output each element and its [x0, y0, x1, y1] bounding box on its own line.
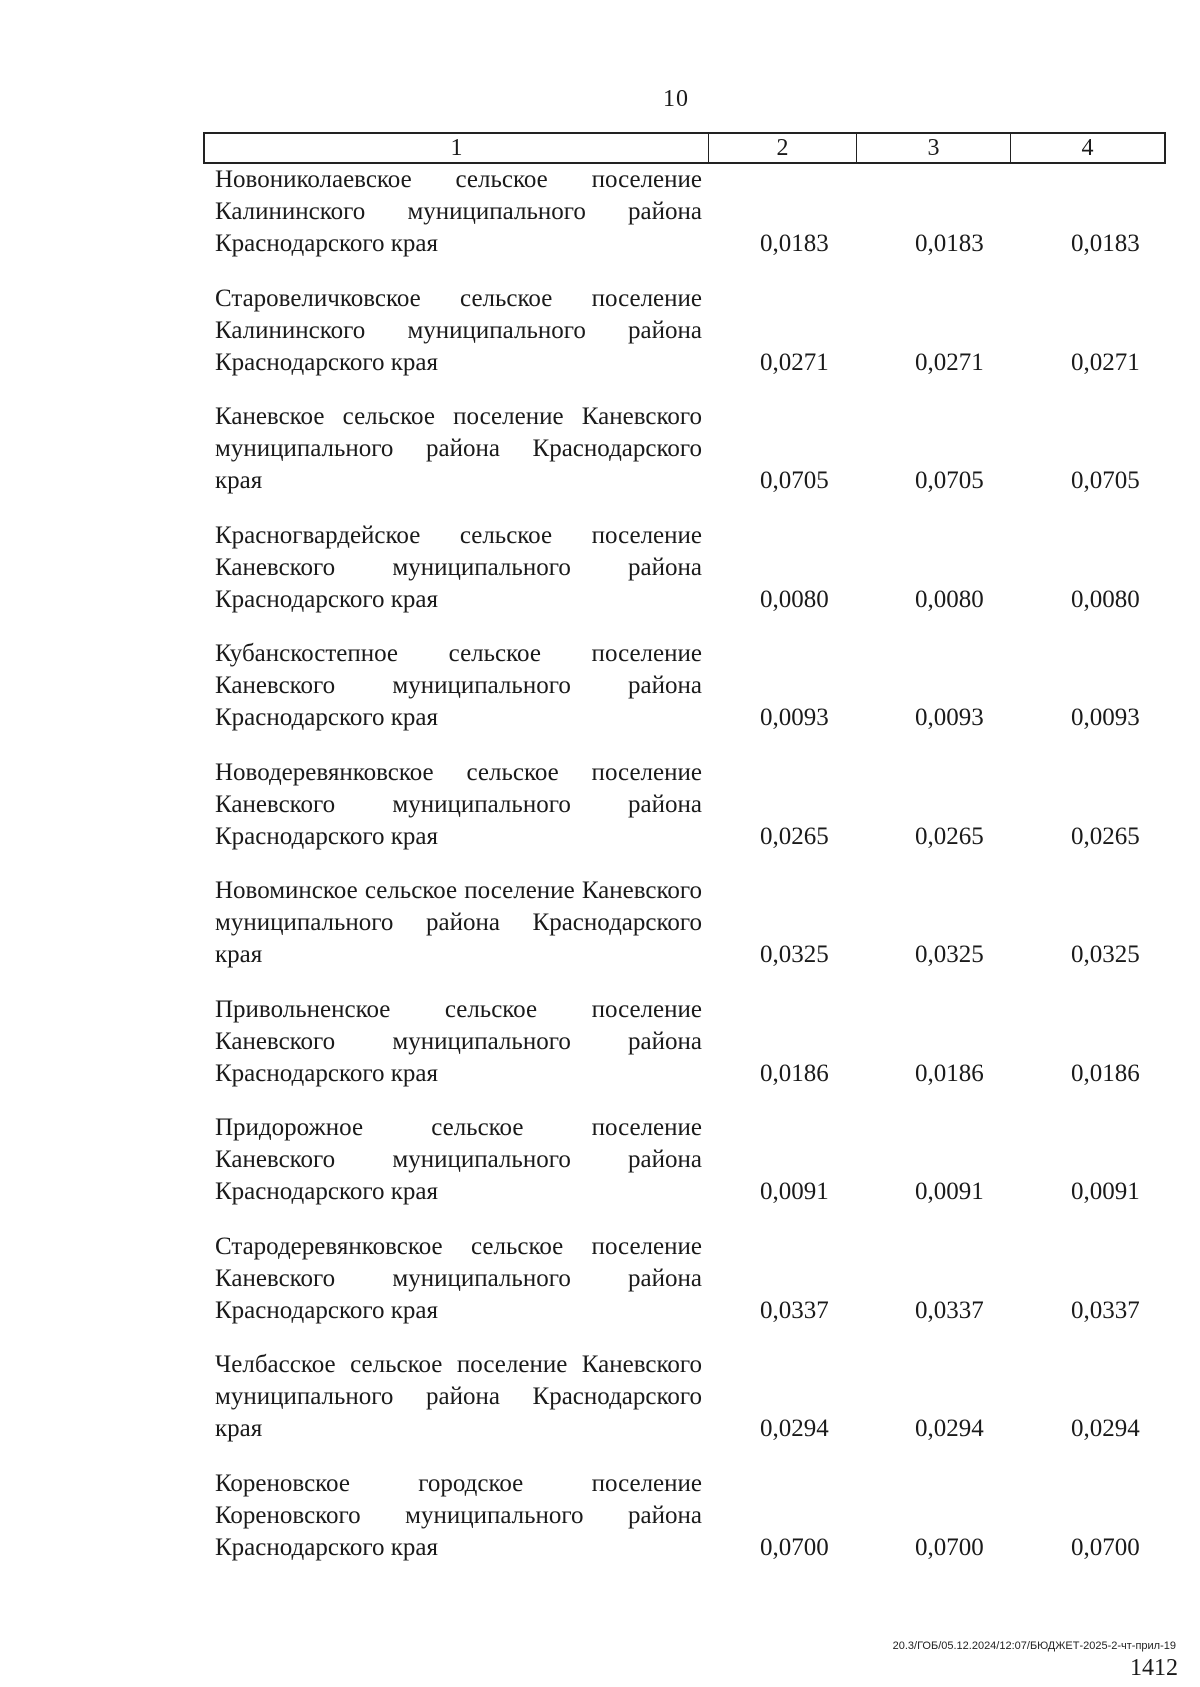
- value-col-2: 0,0271: [760, 348, 829, 376]
- value-col-4: 0,0183: [1071, 230, 1140, 257]
- value-col-4: 0,0093: [1071, 704, 1140, 731]
- table-row: [215, 1349, 1170, 1468]
- document-footer-code: 20.3/ГОБ/05.12.2024/12:07/БЮДЖЕТ-2025-2-чт-прил-19: [892, 1640, 1176, 1652]
- value-col-2: 0,0337: [760, 1296, 829, 1324]
- value-col-2: 0,0325: [760, 941, 829, 968]
- value-col-3: 0,0093: [915, 704, 984, 731]
- page-number-top: 10: [663, 86, 689, 112]
- value-col-2: 0,0294: [760, 1415, 829, 1442]
- settlement-name: Новоминское сельское поселение Каневского муниципального района Краснодарского края: [215, 877, 702, 968]
- settlement-name: Новодеревянковское сельское поселение Каневского муниципального района Краснодарского края: [215, 758, 702, 850]
- header-col-1: 1: [205, 134, 709, 162]
- value-col-2: 0,0091: [760, 1178, 829, 1205]
- table-row: [215, 638, 1170, 757]
- table-row: [215, 283, 1170, 402]
- value-col-4: 0,0705: [1071, 467, 1140, 494]
- table-body: [215, 164, 1170, 1586]
- value-col-4: 0,0271: [1071, 348, 1140, 376]
- value-col-3: 0,0183: [915, 230, 984, 257]
- value-col-3: 0,0705: [915, 467, 984, 494]
- settlement-name: Старовеличковское сельское поселение Калининского муниципального района Краснодарского края: [215, 284, 702, 376]
- value-col-4: 0,0265: [1071, 822, 1140, 850]
- settlement-name: Привольненское сельское поселение Каневского муниципального района Краснодарского края: [215, 995, 702, 1087]
- value-col-2: 0,0093: [760, 704, 829, 731]
- value-col-3: 0,0271: [915, 348, 984, 376]
- settlement-name: Челбасское сельское поселение Каневского муниципального района Краснодарского края: [215, 1351, 702, 1442]
- settlement-name: Кореновское городское поселение Кореновского муниципального района Краснодарского края: [215, 1469, 702, 1561]
- settlement-name: Придорожное сельское поселение Каневского муниципального района Краснодарского края: [215, 1114, 702, 1205]
- value-col-4: 0,0700: [1071, 1533, 1140, 1561]
- table-row: [215, 1231, 1170, 1350]
- value-col-2: 0,0080: [760, 585, 829, 613]
- value-col-4: 0,0294: [1071, 1415, 1140, 1442]
- value-col-3: 0,0186: [915, 1059, 984, 1087]
- value-col-4: 0,0337: [1071, 1296, 1140, 1324]
- settlement-name: Каневское сельское поселение Каневского муниципального района Краснодарского края: [215, 403, 702, 494]
- table-row: [215, 875, 1170, 994]
- value-col-2: 0,0705: [760, 467, 829, 494]
- page-number-bottom: 1412: [1130, 1655, 1178, 1681]
- value-col-3: 0,0091: [915, 1178, 984, 1205]
- table-row: [215, 401, 1170, 520]
- value-col-3: 0,0337: [915, 1296, 984, 1324]
- table-row: [215, 1112, 1170, 1231]
- value-col-4: 0,0091: [1071, 1178, 1140, 1205]
- table-row: [215, 757, 1170, 876]
- header-col-4: 4: [1081, 134, 1094, 161]
- value-col-3: 0,0080: [915, 585, 984, 613]
- settlement-name: Красногвардейское сельское поселение Каневского муниципального района Краснодарского края: [215, 521, 702, 613]
- table-row: [215, 1468, 1170, 1587]
- settlement-name: Кубанскостепное сельское поселение Каневского муниципального района Краснодарского края: [215, 640, 702, 731]
- value-col-4: 0,0325: [1071, 941, 1140, 968]
- header-col-2: 2: [709, 134, 857, 162]
- table-row: [215, 164, 1170, 283]
- table-header: [203, 132, 1166, 164]
- value-col-4: 0,0186: [1071, 1059, 1140, 1087]
- value-col-3: 0,0700: [915, 1533, 984, 1561]
- value-col-3: 0,0294: [915, 1415, 984, 1442]
- value-col-4: 0,0080: [1071, 585, 1140, 613]
- table-row: [215, 520, 1170, 639]
- value-col-2: 0,0186: [760, 1059, 829, 1087]
- value-col-2: 0,0700: [760, 1533, 829, 1561]
- value-col-2: 0,0265: [760, 822, 829, 850]
- value-col-3: 0,0265: [915, 822, 984, 850]
- header-col-3: 3: [857, 134, 1011, 162]
- value-col-2: 0,0183: [760, 230, 829, 257]
- settlement-name: Новониколаевское сельское поселение Калининского муниципального района Краснодарского края: [215, 166, 702, 257]
- settlement-name: Стародеревянковское сельское поселение Каневского муниципального района Краснодарского края: [215, 1232, 702, 1324]
- value-col-3: 0,0325: [915, 941, 984, 968]
- table-row: [215, 994, 1170, 1113]
